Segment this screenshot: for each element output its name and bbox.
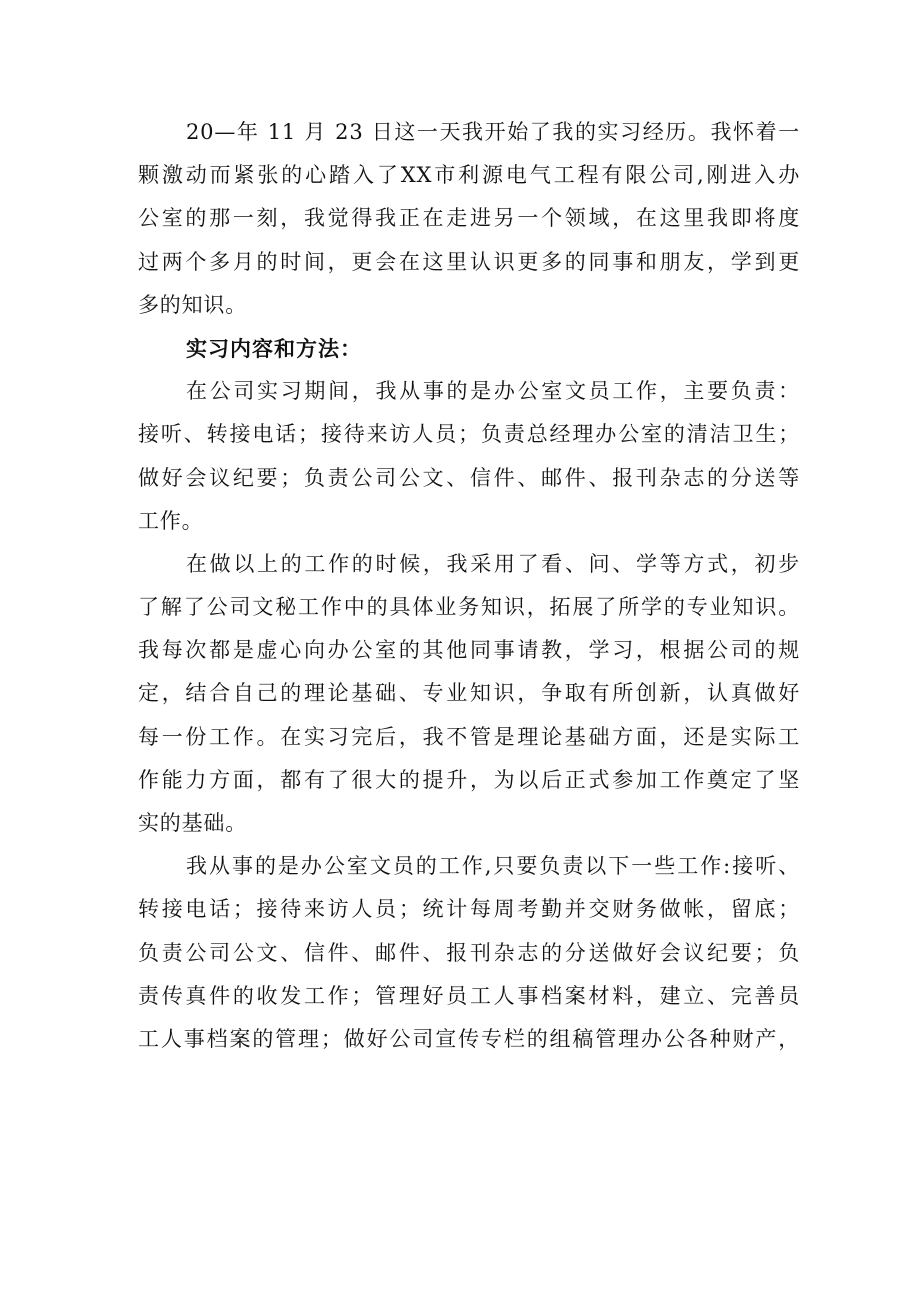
text-line: 每一份工作。在实习完后，我不管是理论基础方面，还是实际工 [138, 724, 800, 749]
text-line: 转接电话；接待来访人员；统计每周考勤并交财务做帐，留底； [138, 897, 800, 922]
text-line: 我从事的是办公室文员的工作,只要负责以下一些工作:接听、 [186, 854, 800, 879]
document-page [138, 111, 800, 1061]
text-line: 做好会议纪要；负责公司公文、信件、邮件、报刊杂志的分送等 [138, 465, 800, 490]
text-line: 公室的那一刻，我觉得我正在走进另一个领域，在这里我即将度 [138, 206, 800, 231]
text-line: 过两个多月的时间，更会在这里认识更多的同事和朋友，学到更 [138, 249, 800, 274]
text-line: 作能力方面，都有了很大的提升，为以后正式参加工作奠定了坚 [138, 767, 800, 792]
text-line: 责传真件的收发工作；管理好员工人事档案材料，建立、完善员 [138, 983, 800, 1008]
section-heading [138, 327, 800, 370]
text-line: 我每次都是虚心向办公室的其他同事请教，学习，根据公司的规 [138, 638, 800, 663]
text-line: 实的基础。 [138, 811, 247, 835]
heading-text: 实习内容和方法： [186, 335, 362, 361]
text-line: 20—年 11 月 23 日这一天我开始了我的实习经历。我怀着一 [186, 120, 800, 144]
text-line: 工人事档案的管理；做好公司宣传专栏的组稿管理办公各种财产， [138, 1026, 800, 1051]
text-line: 接听、转接电话；接待来访人员；负责总经理办公室的清洁卫生； [138, 422, 800, 447]
text-line: 多的知识。 [138, 292, 247, 317]
text-line: 颗激动而紧张的心踏入了XX市利源电气工程有限公司,刚进入办 [138, 163, 800, 188]
text-line: 负责公司公文、信件、邮件、报刊杂志的分送做好会议纪要；负 [138, 940, 800, 965]
text-line: 工作。 [138, 508, 204, 533]
paragraph-duties [138, 370, 800, 543]
text-line: 在公司实习期间，我从事的是办公室文员工作，主要负责： [186, 379, 800, 404]
text-line: 了解了公司文秘工作中的具体业务知识，拓展了所学的专业知识。 [138, 595, 800, 620]
text-line: 在做以上的工作的时候，我采用了看、问、学等方式，初步 [186, 551, 800, 576]
paragraph-methods [138, 543, 800, 845]
paragraph-intro [138, 111, 800, 327]
text-line: 定，结合自己的理论基础、专业知识，争取有所创新，认真做好 [138, 681, 800, 706]
paragraph-work-details [138, 845, 800, 1061]
